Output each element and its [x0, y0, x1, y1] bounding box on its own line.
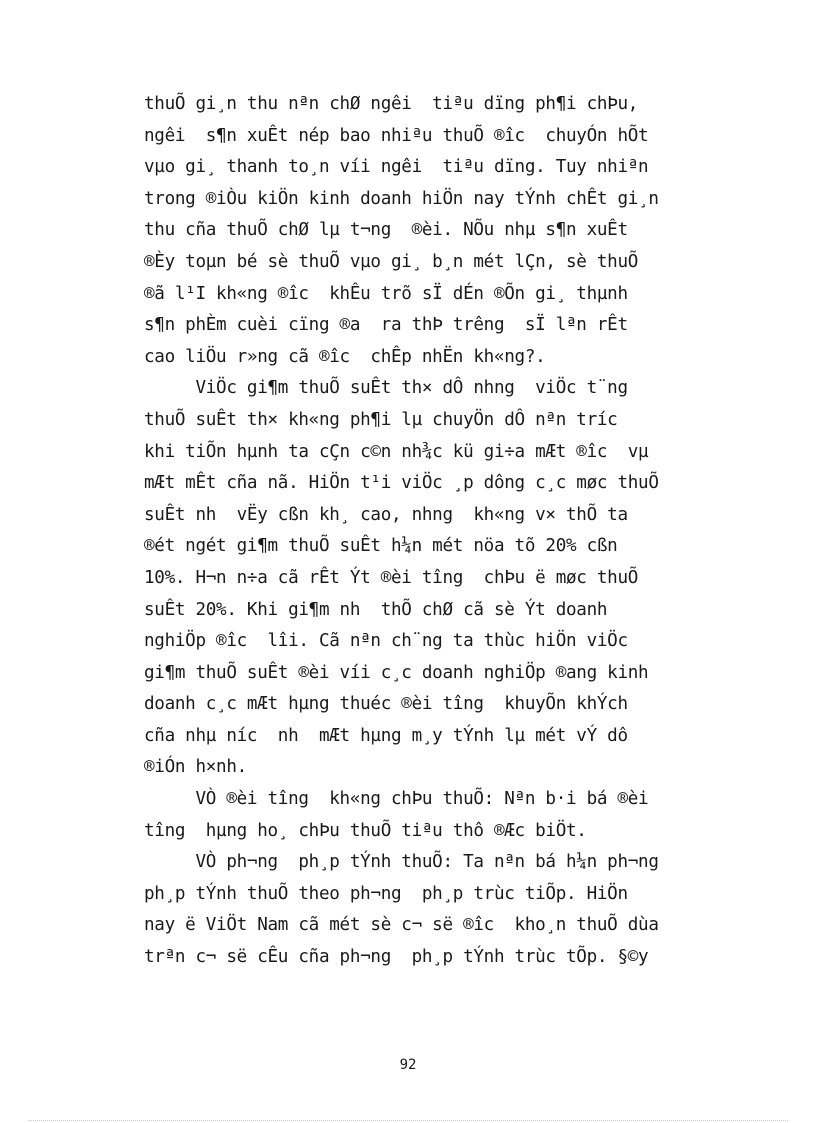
text-line: suÊt 20%. Khi gi¶m nh thÕ chØ cã sè Ýt doanh	[144, 599, 608, 620]
text-line: 10%. H¬n n÷a cã rÊt Ýt ®èi tîng chÞu ë møc thuÕ	[144, 567, 639, 588]
page-bottom-divider	[28, 1120, 788, 1121]
text-line: doanh c¸c mÆt hµng thuéc ®èi tîng khuyÕn khÝch	[144, 694, 628, 715]
text-line: trªn c¬ së cÊu cña ph¬ng ph¸p tÝnh trùc tÕp. §©y	[144, 947, 649, 968]
text-line: ®iÓn h×nh.	[144, 757, 247, 778]
page-number: 92	[399, 1057, 417, 1073]
text-line: ®Èy toµn bé sè thuÕ vµo gi¸ b¸n mét lÇn, sè thuÕ	[144, 251, 639, 272]
text-line: mÆt mÊt cña nã. HiÖn t¹i viÖc ¸p dông c¸c møc thuÕ	[144, 473, 659, 494]
text-line: ViÖc gi¶m thuÕ suÊt th× dÔ nhng viÖc t¨ng	[144, 378, 628, 399]
text-line: ®ét ngét gi¶m thuÕ suÊt h¼n mét nöa tõ 20% cßn	[144, 536, 618, 557]
text-line: cao liÖu r»ng cã ®îc chÊp nhËn kh«ng?.	[144, 346, 546, 367]
text-line: gi¶m thuÕ suÊt ®èi víi c¸c doanh nghiÖp ®ang kinh	[144, 662, 649, 683]
text-line: cña nhµ níc nh mÆt hµng m¸y tÝnh lµ mét vÝ dô	[144, 725, 628, 746]
text-line: thuÕ suÊt th× kh«ng ph¶i lµ chuyÖn dÔ nªn tríc	[144, 409, 618, 430]
text-line: ph¸p tÝnh thuÕ theo ph¬ng ph¸p trùc tiÕp. HiÖn	[144, 883, 628, 904]
text-line: ®ã l¹I kh«ng ®îc khÊu trõ sÏ dÉn ®Õn gi¸ thµnh	[144, 283, 628, 304]
text-line: trong ®iÒu kiÖn kinh doanh hiÖn nay tÝnh chÊt gi¸n	[144, 188, 659, 209]
text-line: vµo gi¸ thanh to¸n víi ngêi tiªu dïng. Tuy nhiªn	[144, 157, 649, 178]
text-line: nay ë ViÖt Nam cã mét sè c¬ së ®îc kho¸n thuÕ dùa	[144, 915, 659, 936]
text-line: thu cña thuÕ chØ lµ t¬ng ®èi. NÕu nhµ s¶n xuÊt	[144, 220, 628, 241]
text-line: thuÕ gi¸n thu nªn chØ ngêi tiªu dïng ph¶i chÞu,	[144, 94, 639, 114]
body-text	[144, 89, 734, 974]
text-line: khi tiÕn hµnh ta cÇn c©n nh¾c kü gi÷a mÆt ®îc vµ	[144, 441, 649, 462]
text-line: VÒ ®èi tîng kh«ng chÞu thuÕ: Nªn b·i bá ®èi	[144, 789, 649, 810]
text-line: ngêi s¶n xuÊt nép bao nhiªu thuÕ ®îc chuyÓn hÕt	[144, 125, 649, 146]
text-line: tîng hµng ho¸ chÞu thuÕ tiªu thô ®Æc biÖt.	[144, 820, 587, 841]
text-line: suÊt nh vËy cßn kh¸ cao, nhng kh«ng v× thÕ ta	[144, 504, 628, 525]
text-line: nghiÖp ®îc lîi. Cã nªn ch¨ng ta thùc hiÖn viÖc	[144, 631, 628, 652]
text-line: VÒ ph¬ng ph¸p tÝnh thuÕ: Ta nªn bá h¼n ph¬ng	[144, 852, 659, 873]
text-line: s¶n phÈm cuèi cïng ®a ra thÞ trêng sÏ lªn rÊt	[144, 315, 628, 336]
